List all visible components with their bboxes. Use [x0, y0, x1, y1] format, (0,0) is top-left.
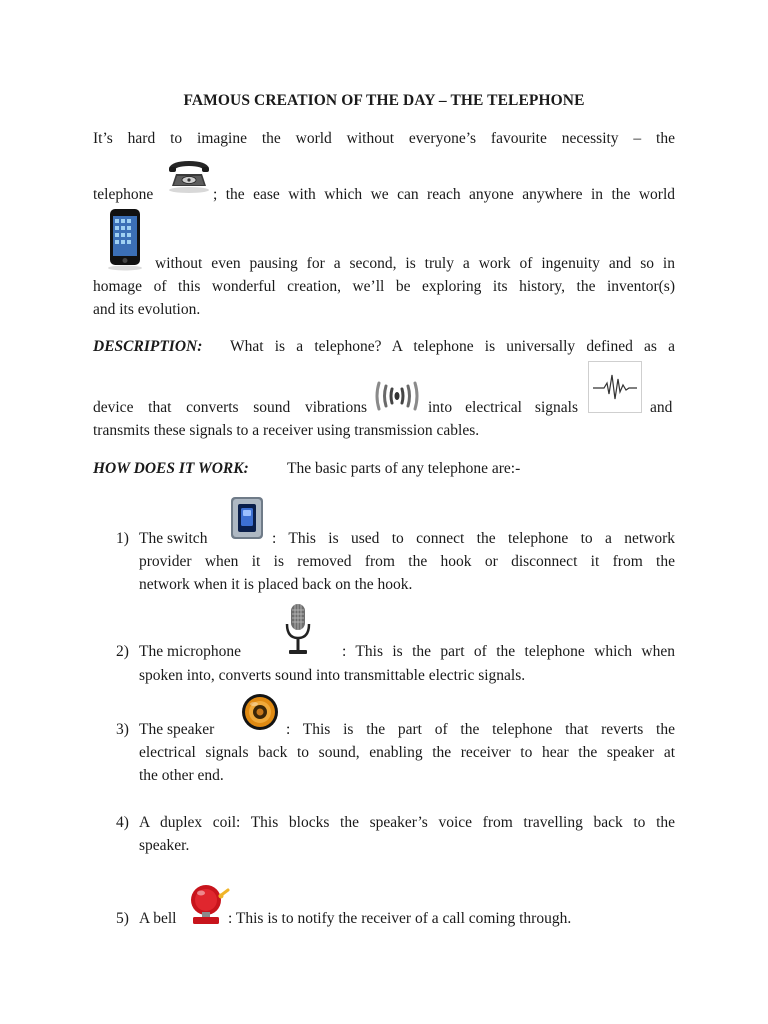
part-1-lead: The switch [139, 530, 208, 547]
description-line-3: transmits these signals to a receiver using transmission cables. [93, 422, 480, 439]
switch-icon [229, 495, 265, 541]
description-line-2a: device that converts sound vibrations [93, 399, 367, 416]
part-3-lead: The speaker [139, 721, 215, 738]
intro-line-2-end: ; the ease with which we can reach anyone anywhere in the world [213, 186, 675, 203]
intro-line-1: It’s hard to imagine the world without everyone’s favourite necessity – the [93, 130, 675, 147]
description-label: DESCRIPTION: [93, 338, 203, 355]
list-number-3: 3) [116, 721, 129, 738]
description-line-1: What is a telephone? A telephone is universally defined as a [230, 338, 675, 355]
sound-vibration-icon [373, 377, 421, 415]
part-1-line-2: provider when it is removed from the hook or disconnect it from the [139, 553, 675, 570]
part-4-line-2: speaker. [139, 837, 190, 854]
part-1-line-1: : This is used to connect the telephone to a network [272, 530, 675, 547]
part-3-line-1: : This is the part of the telephone that reverts the [286, 721, 675, 738]
intro-line-5: and its evolution. [93, 301, 201, 318]
list-number-4: 4) [116, 814, 129, 831]
part-5-lead: A bell [139, 910, 177, 927]
intro-line-2-start: telephone [93, 186, 154, 203]
part-2-lead: The microphone [139, 643, 242, 660]
electrical-signal-icon [588, 361, 642, 413]
rotary-telephone-icon [166, 158, 212, 194]
bell-icon [188, 882, 230, 926]
part-3-line-2: electrical signals back to sound, enabling the receiver to hear the speaker at [139, 744, 675, 761]
how-label: HOW DOES IT WORK: [93, 460, 249, 477]
part-2-line-2: spoken into, converts sound into transmittable electric signals. [139, 667, 526, 684]
how-text: The basic parts of any telephone are:- [287, 460, 521, 477]
page-title: FAMOUS CREATION OF THE DAY – THE TELEPHONE [183, 92, 585, 109]
microphone-icon [282, 602, 314, 658]
speaker-icon [240, 691, 280, 733]
intro-line-3: without even pausing for a second, is truly a work of ingenuity and so in [155, 255, 675, 272]
list-number-1: 1) [116, 530, 129, 547]
part-1-line-3: network when it is placed back on the hook. [139, 576, 413, 593]
intro-line-4: homage of this wonderful creation, we’ll be exploring its history, the inventor(s) [93, 278, 675, 295]
smartphone-icon [104, 207, 146, 271]
description-line-2b: into electrical signals [428, 399, 578, 416]
part-4-line-1: A duplex coil: This blocks the speaker’s voice from travelling back to the [139, 814, 675, 831]
part-3-line-3: the other end. [139, 767, 224, 784]
list-number-5: 5) [116, 910, 129, 927]
part-5-line-1: : This is to notify the receiver of a call coming through. [228, 910, 572, 927]
list-number-2: 2) [116, 643, 129, 660]
part-2-line-1: : This is the part of the telephone which when [342, 643, 675, 660]
description-line-2c: and [650, 399, 673, 416]
